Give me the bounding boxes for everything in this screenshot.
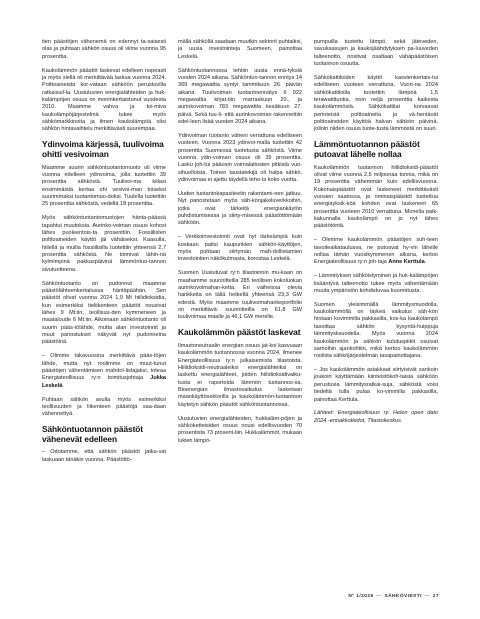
person-name: Anne Kerttula — [388, 259, 425, 266]
body-paragraph: – Verkkoinvestoinnit ovat nyt tärkeämpiä kuin koskaan paitsi kaupunkien sähkön-käyttöjen, myös puhtaan siirtymän mah-dollistamien investointien näkökulmasta, korostaa Leskelä. — [178, 234, 302, 263]
magazine-name: SÄHKÖVIESTI — [384, 594, 422, 599]
section-heading: Kaukolämmön päästöt laskevat — [178, 327, 301, 338]
paragraph-tail: . — [62, 382, 64, 389]
page-number: 27 — [432, 594, 439, 599]
footer-separator: — — [376, 594, 382, 599]
section-heading: Lämmöntuotannon päästöt putoavat lähelle nollaa — [314, 139, 420, 159]
body-paragraph: Suomen Uusiutuvat ry:n tilastoinnin mu-kaan on maahamme suunnitteilla 285 teollisen kokoluokan aurinkovoimahan-ketta. Eri vaiheissa olevia hankkeita on tällä hetkellä yhteensä 23,3 GW edestä. Myös maamme tuulivoimahankeportfolio on merkittävä: suunnitteilla on 61,8 GW tuulivoimaa maalle ja 46,1 GW merelle. — [178, 270, 302, 321]
body-paragraph: – Odotamme, että sähkön päästöt jatka-vat laskuaan tänäkin vuonna. Päästöttö- — [42, 449, 166, 463]
section-heading: Sähköntuotannon päästöt vähenevät edelleen — [42, 424, 143, 444]
person-name: Jukka Leskelä — [42, 375, 166, 389]
page-footer — [348, 594, 439, 599]
body-paragraph: Myös sähköntuotantomuotojen hänta-päässä tapahtui muutoksia. Aurinko-voiman osuus kohosi lähes puoleentois-ta prosenttiin. Fossiilisten polttoaineiden käyttö jäi vähäiseksi. Kaasulla, hiilellä ja muilla fossiilisilla tuotettiin yhteensä 2,7 prosenttia sähköstä. Ne toimivat lähin-nä kylmimpinä pakkaspäivinä lämmöntuo-tannon sivutuotteena. — [42, 215, 166, 273]
body-paragraph: Maamme suurin sähköntuotantomuoto oli viime vuonna edelleen ydinvoima, jolla tuotettiin 39 prosenttia sähköstä. Tuulivoi-ma kiilasi ensimmäistä kertaa ohi vesivoi-man toiseksi suurimmaksi tuotantomuo-doksi. Tuulella tuotettiin 25 prosenttia sähköstä, vedellä 18 prosenttia. — [42, 164, 166, 208]
body-paragraph: – Jos kaukolämmön asiakkaat siirtyisivät sankoin joukoin käyttämään kiinteistökoh-taisia sähköön perustuvia lämmitysratkai-suja, sähköstä voisi tiedeltä tulla pulaa ko-vimmilla pakkasilla, painottaa Kerttula. — [314, 367, 438, 403]
paragraph-text: – Olimme takavuosina merkittävä pääs-töjen lähde, mutta nyt roolimme on muut-tunut päästöjen vähentämisen mahdol-listajaksi, toteaa Energiateollisuus ry:n toimitusjohtaja — [42, 353, 166, 382]
body-paragraph: Uusiutuvien energialähteiden, hukkaläm-pöjen ja sähköketteisiden osuus nousi edellisvuoden 70 prosentista 73 prosent-tiin. Hukkalämmöt, mukaan lukien lämpö- — [178, 415, 302, 444]
body-paragraph: Sähkökattiloiden käyttö kasvienkertais-tui edelliseen vuoteen verrattuna. Vuon-na 2024 sähkökattiloilla tuotettiin lämpöä 1,5 terawattituntia, noin neljä prosenttia kaikesta kaukolämmöstä. Sähkökattilat korvaavat perinteisiä polttoaineita ja vä-hentävät polttoaineiden käyttöä halvan sähkön päivinä, jolloin niiden osuus tuote-tusta lämmöstä on suuri. — [314, 74, 438, 133]
paragraph-text: – Olemme kaukolämmön päästöjen suh-teen tavoiteaikataulussa, ne putoavat hy-vin lähelle nollaa tämän vuosikymmenen aikana, kertoo Energiateollisuus ry:n joh-taja — [314, 237, 438, 266]
body-paragraph: Ilmastoneutraalin energian osuus jat-koi kasvuaan kaukolämmön tuotannossa vuonna 2024, ilmenee Energiateollisuus ry:n julkaisemista tilastoista. Hiilidioksidi-neutraaleiksi energialähteiksi on laskettu energialähteet, joiden hiilidioksidivaiku-tusta ei raportoida lämmön tuotannos-sa. Bioenergian ilmastovaikutus lasketaan maankäyttösektorilla ja kaukolämmön-tuotantoon käytetyn sähkön päästöt sähköntuotannossa. — [178, 343, 302, 408]
text-column-1 — [42, 39, 166, 464]
body-paragraph: tien päästöjen vähenemä on edennyt ta-saisesti olas ja puhtaan sähkön osuus oli viime vuonna 95 prosenttia. — [42, 39, 166, 60]
body-paragraph: Kaukolämmön tuotannon hiilidioksidi-päästöt olivat viime vuonna 2,5 miljoonaa tonnia, mikä on 19 prosenttia vähemmän kuin edellisvuonna. Kokonaispäästöt ovat laskeneet merkittävästi vuosien saatossa, ja ominaispäästöt tuotettua energiayksik-köä kohden ovat laskeneet 65 prosenttia vuoteen 2010 verrattuna. Monella paik-kakunnalla kaukolämpö on jo nyt lähes päästötöntä. — [314, 164, 438, 230]
body-paragraph: Kaukolämmön päästöt laskevat edelleen nopeasti ja myös siellä oli merkittävää laskua vuonna 2024. Polttoaineista kor-vataan sähköön perustuvilla ratkaisuil-la. Uusiutuvien energialähteiden ja huk-kalämpöjen osuus on moninkertaistunut vuodesta 2010. Maamme vahva ja toi-miva kaukolämpöjärjestelmä tukee myös sähkömarkkinoita ja ilmen kaukolämpöä olisi sähkön hintavaihtelu merkittävästi suurempaa. — [42, 67, 166, 133]
body-paragraph: Puhtaan sähkön avulla myös esimerkiksi teollisuuden ja liikenteen päästöjä saa-daan vähennettyä. — [42, 396, 166, 418]
sources-note — [314, 410, 438, 425]
body-paragraph: mällä sähköllä saadaan muutkin sektorit puhtaiksi, ja uusia investointeja Suomeen, painottaa Leskelä. — [178, 39, 302, 60]
footer-separator: — — [424, 594, 430, 599]
paragraph-tail: . — [424, 259, 427, 266]
text-column-3 — [314, 39, 438, 425]
section-heading: Ydinvoima kärjessä, tuulivoima ohitti vesivoiman — [42, 139, 164, 159]
body-paragraph: Sähköntuotannossa tehtiin uusia ennä-tyksiä vuoden 2024 aikana. Sähköntuo-tannon enntys 14 369 megawattia syntyi tammikuun 26. päivän aikana. Tuulivoiman tuotantoennätys 6 922 megawattia kirjat-tiin marraskuun 20., ja aurinkovoiman 783 megawattia kesäkuun 27. päivä. Sekä tuu-li- että aurinkovoiman rakennettiin edel-leen lisää vuoden 2024 aikana. — [178, 67, 302, 126]
body-paragraph: Suomen yleisimmällä lämmitysmuodolla, kaukolämmöllä on tärkeä vaikutus säh-kön hintaan kovimmilla pakkasilla, kos-ka kaukolämpö tasoittaa sähkön kysyntä-huippuja lämmitysksuodella. Myös vuonna 2024 kaukolämmön ja sähkön kulutuspiikit osuivat samoihin ajankohtiin, mikä kertoo kaukolämmön roolista sähköjärjestelmän tasapainottajana. — [314, 301, 438, 360]
body-paragraph: pumpuilla tuotettu lämpö, sekä jäteveden, savukaasujen ja kaukojäähdytyksen pa-luuveden talteenotto, nostivat osaltaan vähäpäästöisen tuotannon osuutta. — [314, 39, 438, 68]
body-paragraph: Uuden tuotantokapasiteetin rakentami-nen jatkuu. Nyt panostetaan myös säh-könjakeluverkkoihin, jotka ovat tärkeitä energiankäytön puhdistumisessa ja siirty-misessä päästöttömään sähköön. — [178, 190, 302, 227]
body-paragraph: Sähköntuotanto on pudonnut maamme päästölähteenkertailussa häntäpäähän. Sen päästöt olivat vuonna 2024 1,9 Mt hiilidioksidia, kun esimerkiksi tieliikenteen päästöt nousivat lähes 9 Mt:iin, teollisuu-den kymmeneen ja maataloude 6 Mt:iin. Aikoinaan sähköntuotanto oli suurin pääs-tölähde, mutta alan investoinnit ja muut panostukset näkyvät nyt pudonneina päästöinä. — [42, 280, 166, 346]
body-paragraph: – Lämmityksen sähköistyminen ja huk-kalämpöjen lisääntyvä talteenotto tukee myös vähentämään muuta ympäristön kohdistuvaa kuormitusta. — [314, 273, 438, 294]
issue-number: Nº 1/2025 — [348, 594, 374, 599]
body-paragraph: Ydinvoiman tuotanto väheni verrattuna edelliseen vuoteen. Vuonna 2023 ydinvoi-malla tuotettiin 42 prosenttia Suomessa tuotetusta sähköstä. Viime vuonna ydin-voiman osuus oli 39 prosenttia. Lasku joh-tui pääosin voimalaitosten pitkistä vuo-sihuolloista. Toinen taustatekijä oli halpa sähkö, ydinvoimaa ei ajettu täydellä teho-la koko vuotta. — [178, 132, 302, 184]
body-paragraph — [314, 237, 438, 266]
text-column-2 — [178, 39, 302, 445]
sources-text: Lähteet: Energiateollisuus ry. Helen open dato 2024 -ennakkotiedot, Tilastokeskus. — [314, 410, 438, 424]
body-paragraph — [42, 353, 166, 390]
